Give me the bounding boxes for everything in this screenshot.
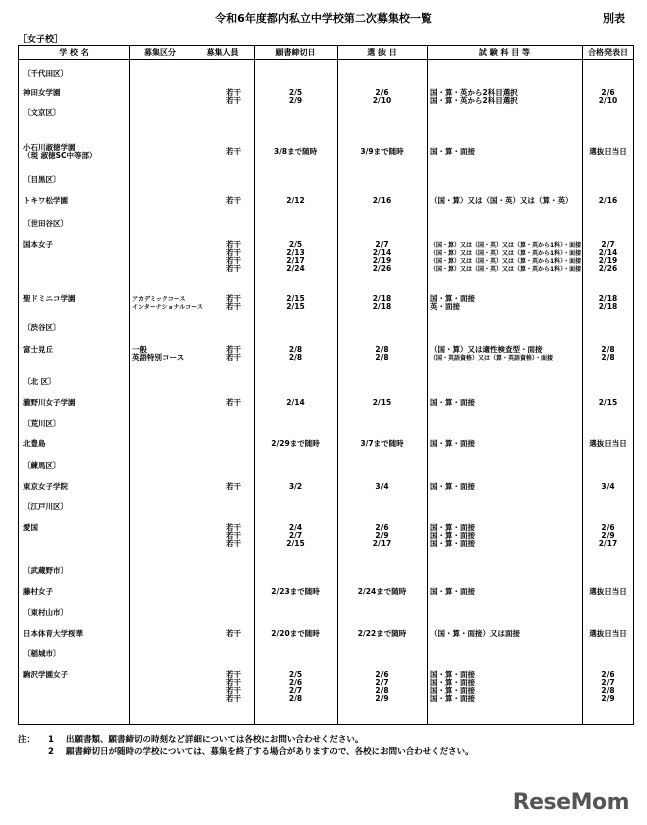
deadline: 3/8まで随時: [273, 147, 318, 156]
ward-label: 〔渋谷区〕: [23, 323, 61, 332]
resemom-watermark-logo: ReseMom: [512, 790, 629, 815]
selection-date: 2/8: [375, 345, 389, 354]
quota: 若干: [226, 539, 241, 548]
result-date: 2/6: [601, 670, 615, 679]
deadline: 2/24: [286, 264, 305, 273]
header-selection: 選 抜 日: [367, 48, 397, 57]
selection-date: 2/18: [372, 294, 392, 303]
header-school: 学 校 名: [59, 48, 89, 57]
ward-label: 〔稲城市〕: [23, 649, 61, 658]
header-subjects: 試 験 科 目 等: [478, 48, 531, 57]
result-date: 2/8: [601, 345, 615, 354]
selection-date: 2/17: [372, 539, 392, 548]
subjects: 国・算・英から2科目選択: [430, 88, 518, 97]
subjects: 国・算・面接: [430, 686, 475, 695]
selection-date: 2/7: [375, 240, 389, 249]
subjects: 国・算・面接: [430, 294, 475, 303]
selection-date: 2/6: [375, 523, 389, 532]
subjects: 国・算・英から2科目選択: [430, 96, 518, 105]
quota: 若干: [226, 256, 241, 265]
division: 英語特別コース: [132, 353, 185, 362]
subjects: 国・算・面接: [430, 523, 475, 532]
result-date: 2/19: [598, 256, 618, 265]
result-date: 2/14: [598, 248, 618, 257]
quota: 若干: [226, 196, 241, 205]
selection-date: 2/9: [375, 531, 389, 540]
selection-date: 3/7まで随時: [360, 439, 404, 448]
ward-label: 〔練馬区〕: [23, 461, 61, 470]
result-date: 2/17: [598, 539, 618, 548]
quota: 若干: [226, 670, 241, 679]
deadline: 2/20まで随時: [271, 629, 320, 638]
subjects: （国・算）又は（国・英）又は（算・英から1科）・面接: [430, 266, 582, 273]
deadline: 2/8: [288, 345, 303, 354]
subjects: 国・算・面接: [430, 531, 475, 540]
selection-date: 2/6: [375, 88, 389, 97]
result-date: 2/18: [598, 302, 618, 311]
quota: 若干: [226, 294, 241, 303]
result-date: 2/9: [601, 694, 615, 703]
selection-date: 2/14: [372, 248, 392, 257]
ward-label: 〔江戸川区〕: [23, 502, 68, 511]
notes-label: 注：: [18, 735, 36, 745]
selection-date: 2/26: [372, 264, 392, 273]
school-name: トキワ松学園: [23, 196, 68, 205]
deadline: 2/9: [288, 96, 303, 105]
note-text: 出願書類、願書締切の時刻など詳細については各校にお問い合わせください。: [66, 735, 364, 745]
subjects: 国・算・面接: [430, 670, 475, 679]
result-date: 選抜日当日: [589, 439, 627, 448]
result-date: 2/7: [601, 240, 615, 249]
selection-date: 2/18: [372, 302, 392, 311]
ward-label: 〔世田谷区〕: [23, 219, 68, 228]
deadline: 2/7: [288, 531, 303, 540]
quota: 若干: [226, 88, 241, 97]
school-name: 駒沢学園女子: [23, 670, 68, 679]
note-number: 1: [48, 735, 54, 745]
subjects: 国・算・面接: [430, 678, 475, 687]
subjects: 国・算・面接: [430, 439, 475, 448]
quota: 若干: [226, 264, 241, 273]
school-name-note: （現 淑徳SC中等部）: [23, 151, 97, 160]
result-date: 2/10: [598, 96, 618, 105]
subjects: 国・算・面接: [430, 539, 475, 548]
subjects: 国・算・面接: [430, 398, 475, 407]
subjects: （国・算）又は（国・英）又は（算・英から1科）・面接: [430, 258, 582, 265]
selection-date: 2/16: [372, 196, 392, 205]
quota: 若干: [226, 523, 241, 532]
subjects: （国・算）又は（国・英）又は（算・英）: [430, 196, 573, 205]
ward-label: 〔文京区〕: [23, 108, 61, 117]
result-date: 2/6: [601, 523, 615, 532]
deadline: 2/13: [286, 248, 305, 257]
deadline: 2/8: [288, 353, 303, 362]
quota: 若干: [226, 531, 241, 540]
school-name: 神田女学園: [23, 88, 61, 97]
deadline: 2/12: [286, 196, 305, 205]
school-name: 日本体育大学桜華: [23, 629, 83, 638]
selection-date: 2/24まで随時: [357, 587, 407, 596]
header-division: 募集区分: [144, 48, 176, 57]
quota: 若干: [226, 147, 241, 156]
deadline: 2/5: [288, 670, 303, 679]
selection-date: 2/10: [372, 96, 392, 105]
deadline: 2/23まで随時: [271, 587, 320, 596]
result-date: 選抜日当日: [589, 587, 627, 596]
quota: 若干: [226, 248, 241, 257]
note-number: 2: [48, 747, 54, 757]
deadline: 2/29まで随時: [271, 439, 320, 448]
selection-date: 2/19: [372, 256, 392, 265]
school-name: 藤村女子: [23, 587, 53, 596]
quota: 若干: [226, 96, 241, 105]
school-name: 国本女子: [23, 240, 53, 249]
ward-label: 〔北 区〕: [23, 377, 56, 386]
deadline: 2/5: [288, 88, 303, 97]
division: インターナショナルコース: [132, 304, 203, 311]
header-deadline: 願書締切日: [275, 48, 316, 57]
deadline: 2/4: [288, 523, 303, 532]
result-date: 2/26: [598, 264, 618, 273]
subjects: （国・英語資格）又は（算・英語資格）・面接: [430, 355, 554, 362]
quota: 若干: [226, 678, 241, 687]
quota: 若干: [226, 482, 241, 491]
subjects: 国・算・面接: [430, 147, 475, 156]
result-date: 2/8: [601, 686, 615, 695]
result-date: 2/15: [598, 398, 618, 407]
ward-label: 〔目黒区〕: [23, 175, 61, 184]
quota: 若干: [226, 302, 241, 311]
ward-label: 〔武蔵野市〕: [23, 566, 68, 575]
header-result: 合格発表日: [588, 48, 628, 57]
selection-date: 2/6: [375, 670, 389, 679]
subjects: 国・算・面接: [430, 694, 475, 703]
result-date: 選抜日当日: [589, 629, 627, 638]
division: アカデミックコース: [132, 296, 186, 303]
subjects: 国・算・面接: [430, 587, 475, 596]
selection-date: 2/8: [375, 353, 389, 362]
subjects: （国・算）又は適性検査型・面接: [430, 345, 543, 354]
quota: 若干: [226, 398, 241, 407]
selection-date: 3/4: [375, 482, 389, 491]
selection-date: 2/22まで随時: [357, 629, 407, 638]
school-name: 東京女子学院: [23, 482, 68, 491]
result-date: 3/4: [601, 482, 615, 491]
result-date: 2/6: [601, 88, 615, 97]
school-name: 富士見丘: [23, 345, 53, 354]
selection-date: 2/15: [372, 398, 392, 407]
result-date: 2/9: [601, 531, 615, 540]
deadline: 2/15: [286, 294, 305, 303]
result-date: 2/16: [598, 196, 618, 205]
ward-label: 〔千代田区〕: [23, 69, 68, 78]
quota: 若干: [226, 629, 241, 638]
subjects: 国・算・面接: [430, 482, 475, 491]
division: 一般: [132, 345, 147, 354]
ward-label: 〔荒川区〕: [23, 419, 61, 428]
deadline: 3/2: [288, 482, 303, 491]
result-date: 2/8: [601, 353, 615, 362]
selection-date: 2/7: [375, 678, 389, 687]
selection-date: 3/9まで随時: [360, 147, 404, 156]
subjects: （国・算）又は（国・英）又は（算・英から1科）・面接: [430, 250, 582, 257]
school-name: 小石川淑徳学園: [23, 143, 76, 152]
quota: 若干: [226, 240, 241, 249]
school-name: 瀧野川女子学園: [23, 398, 76, 407]
subjects: （国・算・面接）又は面接: [430, 629, 520, 638]
subjects: （国・算）又は（国・英）又は（算・英から1科）・面接: [430, 242, 582, 249]
header-quota: 募集人員: [206, 48, 239, 57]
quota: 若干: [226, 686, 241, 695]
ward-label: 〔東村山市〕: [23, 608, 68, 617]
selection-date: 2/9: [375, 694, 389, 703]
deadline: 2/8: [288, 694, 303, 703]
result-date: 2/7: [601, 678, 615, 687]
school-name: 北豊島: [23, 439, 46, 448]
school-name: 聖ドミニコ学園: [23, 294, 76, 303]
deadline: 2/15: [286, 539, 305, 548]
note-text: 願書締切日が随時の学校については、募集を終了する場合がありますので、各校にお問い合わせください。: [66, 747, 474, 757]
quota: 若干: [226, 353, 241, 362]
attachment-label: 別表: [603, 12, 625, 25]
deadline: 2/14: [286, 398, 305, 407]
school-table: [18, 45, 634, 725]
selection-date: 2/8: [375, 686, 389, 695]
quota: 若干: [226, 345, 241, 354]
school-name: 愛国: [23, 523, 38, 532]
result-date: 選抜日当日: [589, 147, 627, 156]
deadline: 2/15: [286, 302, 305, 311]
deadline: 2/7: [288, 686, 303, 695]
deadline: 2/5: [288, 240, 303, 249]
deadline: 2/6: [288, 678, 303, 687]
deadline: 2/17: [286, 256, 305, 265]
page-title: 令和6年度都内私立中学校第二次募集校一覧: [215, 12, 432, 25]
quota: 若干: [226, 694, 241, 703]
subjects: 英・面接: [430, 302, 460, 311]
category-label: ［女子校］: [18, 35, 64, 45]
result-date: 2/18: [598, 294, 618, 303]
